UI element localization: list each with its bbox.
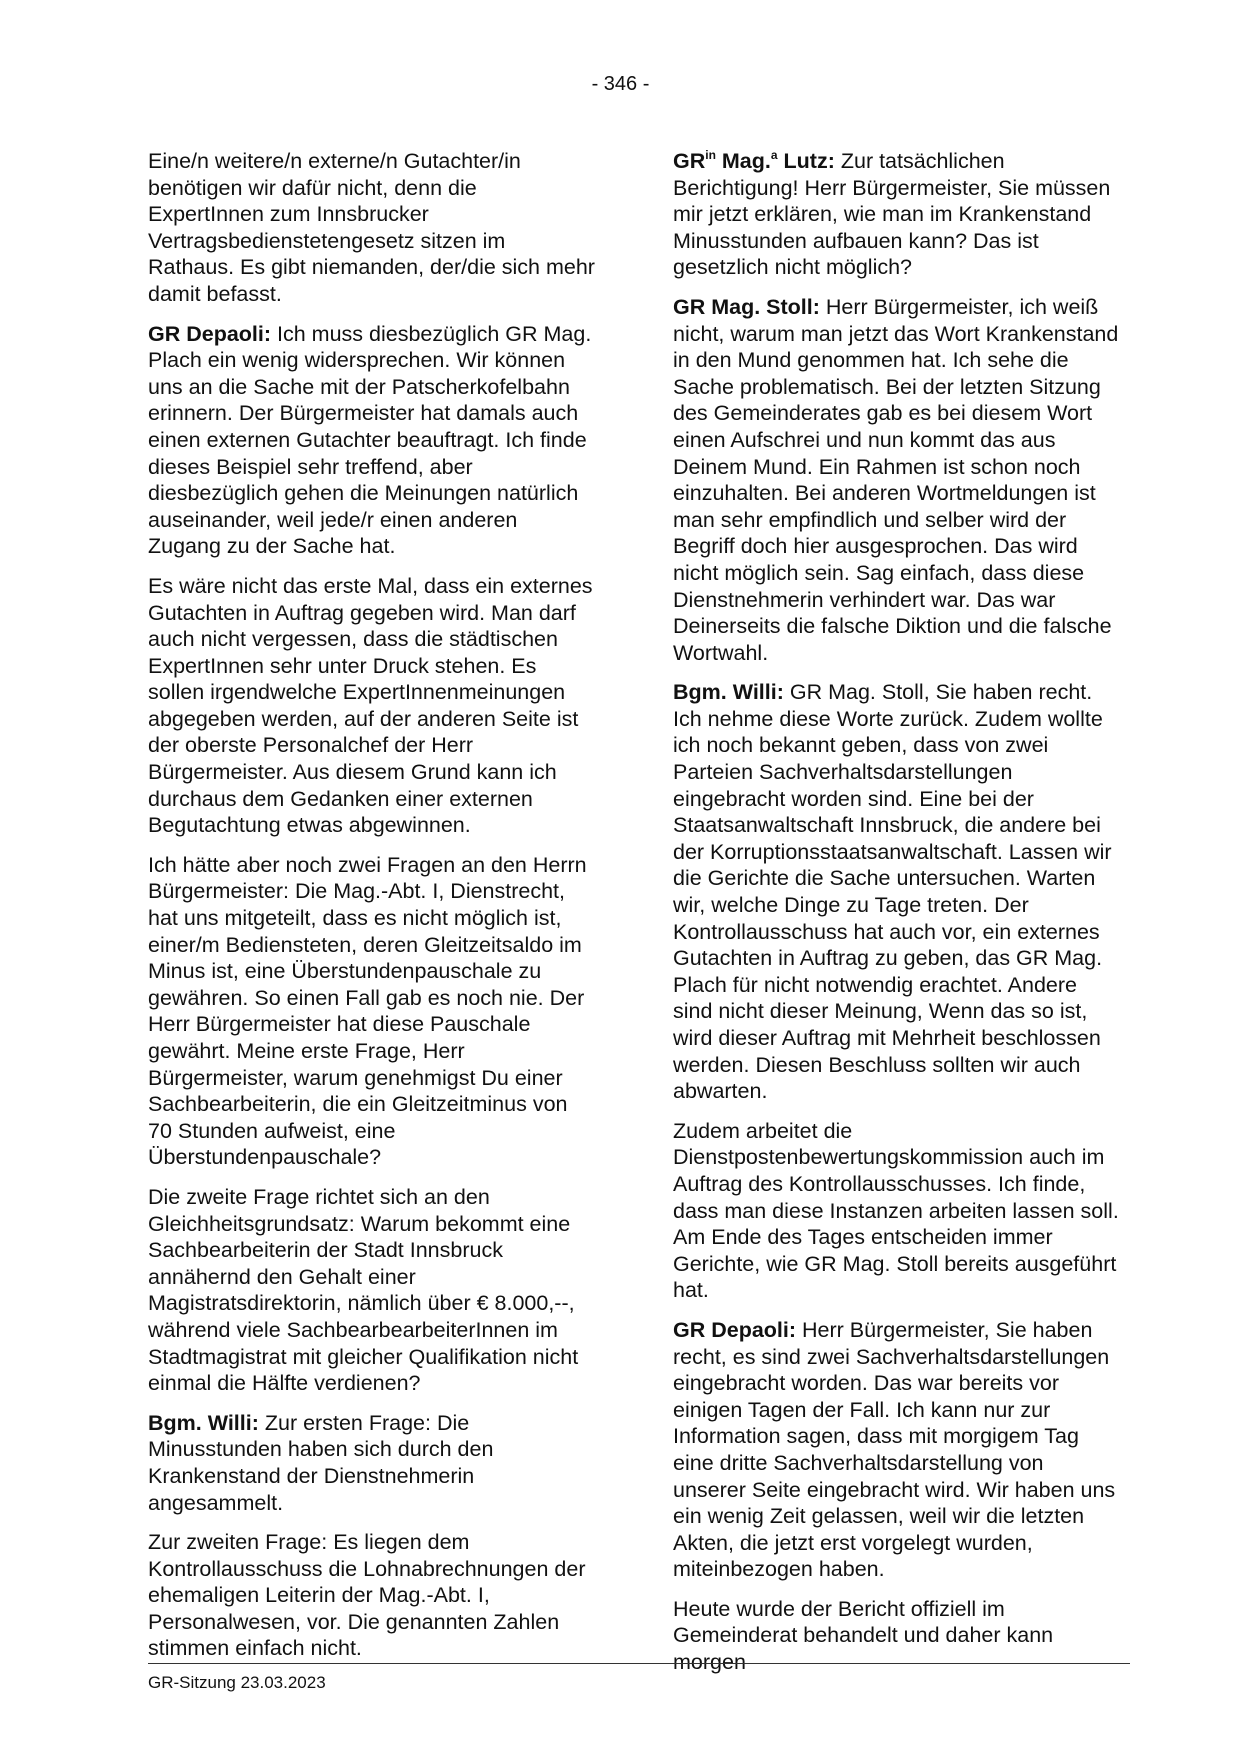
paragraph: Bgm. Willi: Zur ersten Frage: Die Minusstunden haben sich durch den Krankenstand der Dienstnehmerin angesammelt. <box>148 1410 494 1515</box>
speaker-name: Bgm. Willi: <box>148 1410 259 1435</box>
paragraph: Eine/n weitere/n externe/n Gutachter/in benötigen wir dafür nicht, denn die ExpertInnen zum Innsbrucker Vertragsbedienstetengesetz sitzen im Rathaus. Es gibt niemanden, der/die sich mehr damit befasst. <box>148 149 595 306</box>
right-column <box>673 148 1121 1689</box>
paragraph: Zur zweiten Frage: Es liegen dem Kontrollausschuss die Lohnabrechnungen der ehemaligen Leiterin der Mag.-Abt. I, Personalwesen, vor. Die genannten Zahlen stimmen einfach nicht. <box>148 1530 586 1661</box>
paragraph: Es wäre nicht das erste Mal, dass ein externes Gutachten in Auftrag gegeben wird. Man darf auch nicht vergessen, dass die städtischen ExpertInnen sehr unter Druck stehen. Es sollen irgendwelche ExpertInnenmeinungen abgegeben werden, auf der anderen Seite ist der oberste Personalchef der Herr Bürgermeister. Aus diesem Grund kann ich durchaus dem Gedanken einer externen Begutachtung etwas abgewinnen. <box>148 573 593 838</box>
paragraph: GR Depaoli: Herr Bürgermeister, Sie haben recht, es sind zwei Sachverhaltsdarstellungen eingebracht worden. Das war bereits vor einigen Tagen der Fall. Ich kann nur zur Information sagen, dass mit morgigem Tag eine dritte Sachverhaltsdarstellung von unserer Seite eingebracht wird. Wir haben uns ein wenig Zeit gelassen, weil wir die letzten Akten, die jetzt erst vorgelegt wurden, miteinbezogen haben. <box>673 1317 1116 1582</box>
speaker-name: GR Depaoli: <box>148 321 272 346</box>
paragraph: Heute wurde der Bericht offiziell im Gemeinderat behandelt und daher kann morgen <box>673 1596 1054 1675</box>
speaker-name: GR Depaoli: <box>673 1317 797 1342</box>
paragraph: Bgm. Willi: GR Mag. Stoll, Sie haben recht. Ich nehme diese Worte zurück. Zudem wollte ich noch bekannt geben, dass von zwei Parteien Sachverhaltsdarstellungen eingebracht worden sind. Eine bei der Staatsanwaltschaft Innsbruck, die andere bei der Korruptionsstaatsanwaltschaft. Lassen wir die Gerichte die Sache untersuchen. Warten wir, welche Dinge zu Tage treten. Der Kontrollausschuss hat auch vor, ein externes Gutachten in Auftrag zu geben, das GR Mag. Plach für nicht notwendig erachtet. Andere sind nicht dieser Meinung, Wenn das so ist, wird dieser Auftrag mit Mehrheit beschlossen werden. Diesen Beschluss sollten wir auch abwarten. <box>673 680 1112 1104</box>
left-column <box>148 148 596 1675</box>
paragraph: Ich hätte aber noch zwei Fragen an den Herrn Bürgermeister: Die Mag.-Abt. I, Dienstrecht, hat uns mitgeteilt, dass es nicht möglich ist, einer/m Bediensteten, deren Gleitzeitsaldo im Minus ist, eine Überstundenpauschale zu gewähren. So einen Fall gab es noch nie. Der Herr Bürgermeister hat diese Pauschale gewährt. Meine erste Frage, Herr Bürgermeister, warum genehmigst Du einer Sachbearbeiterin, die ein Gleitzeitminus von 70 Stunden aufweist, eine Überstundenpauschale? <box>148 852 587 1170</box>
page-number: - 346 - <box>591 73 650 95</box>
speaker-name: Bgm. Willi: <box>673 680 784 705</box>
paragraph: GR Mag. Stoll: Herr Bürgermeister, ich weiß nicht, warum man jetzt das Wort Krankenstand in den Mund genommen hat. Ich sehe die Sache problematisch. Bei der letzten Sitzung des Gemeinderates gab es bei diesem Wort einen Aufschrei und nun kommt das aus Deinem Mund. Ein Rahmen ist schon noch einzuhalten. Bei anderen Wortmeldungen ist man sehr empfindlich und selber wird der Begriff doch hier ausgesprochen. Das wird nicht möglich sein. Sag einfach, dass diese Dienstnehmerin verhindert war. Das war Deinerseits die falsche Diktion und die falsche Wortwahl. <box>673 294 1119 665</box>
speaker-name: GR Mag. Stoll: <box>673 294 820 319</box>
paragraph: GR Depaoli: Ich muss diesbezüglich GR Mag. Plach ein wenig widersprechen. Wir können uns an die Sache mit der Patscherkofelbahn erinnern. Der Bürgermeister hat damals auch einen externen Gutachter beauftragt. Ich finde dieses Beispiel sehr treffend, aber diesbezüglich gehen die Meinungen natürlich auseinander, weil jede/r einen anderen Zugang zu der Sache hat. <box>148 321 592 559</box>
paragraph: Die zweite Frage richtet sich an den Gleichheitsgrundsatz: Warum bekommt eine Sachbearbeiterin der Stadt Innsbruck annähernd den Gehalt einer Magistratsdirektorin, nämlich über € 8.000,--, während viele SachbearbearbeiterInnen im Stadtmagistrat mit gleicher Qualifikation nicht einmal die Hälfte verdienen? <box>148 1184 579 1396</box>
paragraph: $GR^{in}$ Mag.$^a$ Lutz: Zur tatsächlichen Berichtigung! Herr Bürgermeister, Sie müssen mir jetzt erklären, wie man im Krankenstand Minusstunden aufbauen kann? Das ist gesetzlich nicht möglich? <box>673 147 1111 280</box>
footer-session-date: GR-Sitzung 23.03.2023 <box>148 1673 326 1692</box>
speaker-name: $GR^{in}$ Mag.$^a$ Lutz: <box>673 147 835 173</box>
footer-divider <box>148 1663 1130 1664</box>
paragraph: Zudem arbeitet die Dienstpostenbewertungskommission auch im Auftrag des Kontrollausschusses. Ich finde, dass man diese Instanzen arbeiten lassen soll. Am Ende des Tages entscheiden immer Gerichte, wie GR Mag. Stoll bereits ausgeführt hat. <box>673 1118 1119 1303</box>
